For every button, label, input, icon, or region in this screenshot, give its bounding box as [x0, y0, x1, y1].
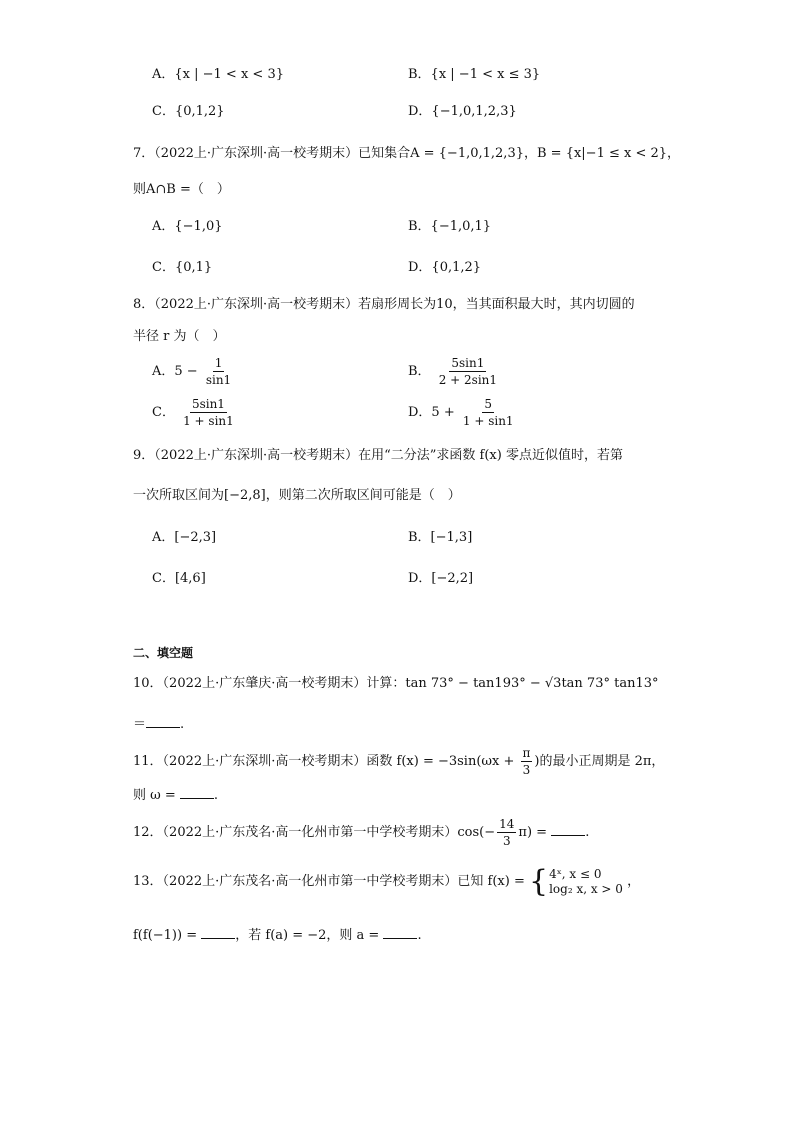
- q8-stem-line2: 半径 r 为（ ）: [133, 329, 226, 344]
- q7-option-d: D．{0,1,2}: [408, 260, 482, 275]
- q8-option-d: [408, 395, 518, 431]
- q7-option-c: C．{0,1}: [152, 260, 213, 275]
- q8-option-b-denominator: 2 + 2sin1: [438, 373, 498, 387]
- q10-stem-line2: ＝ .: [133, 717, 185, 732]
- q9-option-b: B．[−1,3]: [408, 530, 473, 545]
- q8-option-c-fraction: [181, 396, 236, 429]
- q9-stem-line1: 9．（2022上·广东深圳·高一校考期末）在用“二分法”求函数 f(x) 零点近似值时，若第: [133, 448, 623, 463]
- q11-stem-line2: 则 ω = .: [133, 788, 219, 803]
- q9-stem-line2: 一次所取区间为[−2,8]，则第二次所取区间可能是（ ）: [133, 488, 461, 503]
- q12-stem: 12．（2022上·广东茂名·高一化州市第一中学校考期末）cos(− $\frac{14}{3}$ π) = .: [133, 817, 590, 848]
- q13-brace-icon: {: [528, 863, 549, 899]
- q12-answer-blank: [551, 823, 585, 836]
- q12-denominator: 3: [502, 834, 511, 848]
- q11-stem-line1: [133, 744, 664, 780]
- q8-option-c: [152, 395, 238, 431]
- q11-fraction: [521, 745, 533, 778]
- q13-answer-blank-2: [383, 926, 417, 939]
- q11-denominator: 3: [522, 763, 531, 777]
- q6-option-c: C．{0,1,2}: [152, 104, 225, 119]
- q8-option-c-numerator: 5sin1: [191, 397, 225, 411]
- q9-option-c: C．[4,6]: [152, 571, 206, 586]
- q6-option-d: D．{−1,0,1,2,3}: [408, 104, 517, 119]
- q11-answer-blank: [180, 786, 214, 799]
- q13-period: .: [417, 928, 422, 943]
- q9-option-d: D．[−2,2]: [408, 571, 474, 586]
- q7-stem-line1: 7．（2022上·广东深圳·高一校考期末）已知集合A = {−1,0,1,2,3}，B = {x|−1 ≤ x < 2}，: [133, 146, 681, 161]
- q9-option-a: A．[−2,3]: [152, 530, 217, 545]
- q10-stem-line1: 10．（2022上·广东肇庆·高一校考期末）计算：tan 73° − tan193° − √3tan 73° tan13°: [133, 676, 659, 691]
- q13-stem-comma: ，: [627, 874, 641, 889]
- q11-omega-label: 则 ω =: [133, 788, 176, 803]
- q12-stem-prefix: 12．（2022上·广东茂名·高一化州市第一中学校考期末）cos: [133, 825, 480, 840]
- q8-option-d-numerator: 5: [484, 397, 493, 411]
- section-fill-in-title: 二、填空题: [133, 646, 194, 660]
- q11-stem-suffix: 的最小正周期是 2π，: [539, 754, 665, 769]
- q8-stem-line1: 8．（2022上·广东深圳·高一校考期末）若扇形周长为10，当其面积最大时，其内切圆的: [133, 297, 635, 312]
- q11-arg-close: ): [534, 754, 540, 769]
- q13-ff-label: f(f(−1)) =: [133, 928, 198, 943]
- q8-option-c-label: C．: [152, 405, 175, 420]
- q12-numerator: 14: [499, 817, 515, 831]
- q8-option-a: [152, 354, 235, 390]
- q12-close: π) =: [518, 825, 548, 840]
- q13-stem-prefix: 13．（2022上·广东茂名·高一化州市第一中学校考期末）已知 f(x) =: [133, 874, 525, 889]
- q13-case-2: log₂ x, x > 0: [549, 881, 623, 896]
- q6-option-b: B．{x | −1 < x ≤ 3}: [408, 67, 541, 82]
- q11-numerator: π: [522, 746, 531, 760]
- q10-equals: ＝: [133, 717, 147, 732]
- q13-piecewise: [528, 863, 623, 899]
- q13-cases: [549, 867, 623, 897]
- q7-option-a: A．{−1,0}: [152, 219, 223, 234]
- q13-stem-line2: [133, 926, 422, 945]
- q13-case-1: 4ˣ, x ≤ 0: [549, 866, 602, 881]
- q7-stem-line2: 则A∩B =（ ）: [133, 182, 230, 197]
- q11-stem-prefix: 11．（2022上·广东深圳·高一校考期末）函数 f(x) = −3sin: [133, 754, 477, 769]
- q12-fraction: [497, 816, 516, 849]
- q12-open: (−: [479, 825, 496, 840]
- q8-option-a-fraction: [204, 355, 233, 388]
- q8-option-d-label: D．5 +: [408, 405, 455, 420]
- q11-arg-open: (ωx +: [476, 754, 519, 769]
- q8-option-c-denominator: 1 + sin1: [183, 414, 234, 428]
- q8-option-b-numerator: 5sin1: [451, 356, 485, 370]
- q6-option-a: A．{x | −1 < x < 3}: [152, 67, 284, 82]
- q8-option-d-denominator: 1 + sin1: [462, 414, 514, 428]
- q8-option-b-label: B．: [408, 364, 431, 379]
- q13-a-label: ，若 f(a) = −2，则 a =: [235, 928, 380, 943]
- q8-option-d-fraction: [461, 396, 516, 429]
- q8-option-a-label: A．5 −: [152, 364, 198, 379]
- q8-option-b-fraction: [437, 355, 499, 388]
- q7-option-b: B．{−1,0,1}: [408, 219, 492, 234]
- q13-answer-blank-1: [201, 926, 235, 939]
- q8-option-a-denominator: sin1: [205, 373, 232, 387]
- q8-option-b: [408, 354, 501, 390]
- q8-option-a-numerator: 1: [214, 356, 223, 370]
- q10-answer-blank: [146, 715, 180, 728]
- q13-stem-line1: [133, 862, 640, 902]
